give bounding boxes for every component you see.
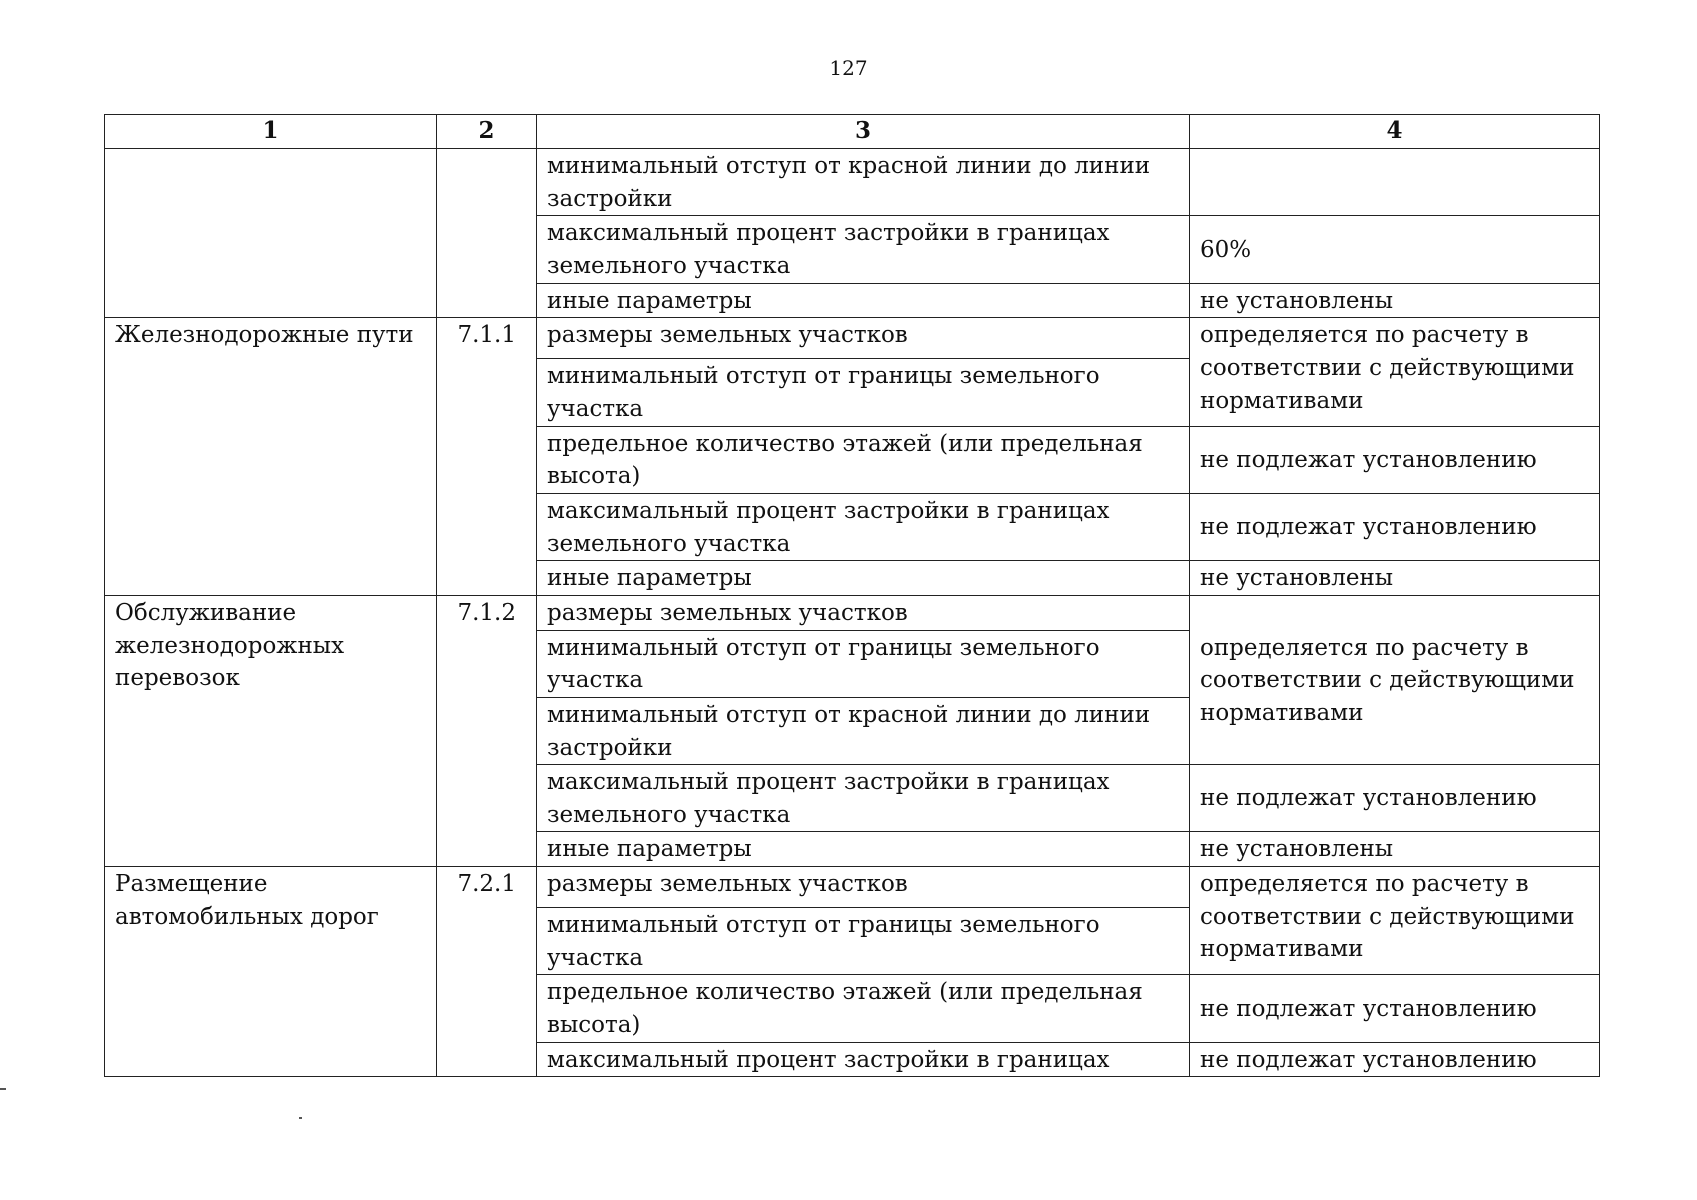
parameter-cell: предельное количество этажей (или предельная высота) — [537, 975, 1190, 1042]
parameter-cell: иные параметры — [537, 561, 1190, 596]
page-number: 127 — [829, 56, 868, 80]
value-cell: не установлены — [1190, 283, 1600, 318]
parameter-cell: минимальный отступ от границы земельного участка — [537, 908, 1190, 975]
value-cell: определяется по расчету в соответствии с действующими нормативами — [1190, 595, 1600, 764]
table-header-row — [105, 115, 1600, 149]
regulations-table — [104, 114, 1600, 1077]
parameter-cell: размеры земельных участков — [537, 318, 1190, 359]
land-use-type-cell: Размещение автомобильных дорог — [105, 867, 437, 1077]
value-cell — [1190, 149, 1600, 216]
parameter-cell: размеры земельных участков — [537, 595, 1190, 630]
table-row — [105, 595, 1600, 630]
table-row — [105, 149, 1600, 216]
value-cell: не подлежат установлению — [1190, 426, 1600, 493]
value-cell: определяется по расчету в соответствии с действующими нормативами — [1190, 867, 1600, 975]
land-use-code-cell — [437, 149, 537, 318]
value-cell: не установлены — [1190, 561, 1600, 596]
land-use-code-cell: 7.1.2 — [437, 595, 537, 866]
parameter-cell: иные параметры — [537, 283, 1190, 318]
value-cell: не подлежат установлению — [1190, 975, 1600, 1042]
value-cell: 60% — [1190, 216, 1600, 283]
land-use-code-cell: 7.2.1 — [437, 867, 537, 1077]
parameter-cell: максимальный процент застройки в границах земельного участка — [537, 765, 1190, 832]
scan-speck — [299, 1117, 302, 1119]
land-use-type-cell: Железнодорожные пути — [105, 318, 437, 596]
table-row — [105, 867, 1600, 908]
scan-speck — [0, 1088, 6, 1090]
parameter-cell: максимальный процент застройки в границах земельного участка — [537, 493, 1190, 560]
parameter-cell: максимальный процент застройки в границах — [537, 1042, 1190, 1077]
value-cell: не подлежат установлению — [1190, 765, 1600, 832]
table-row — [105, 318, 1600, 359]
value-cell: определяется по расчету в соответствии с действующими нормативами — [1190, 318, 1600, 426]
parameter-cell: минимальный отступ от границы земельного участка — [537, 630, 1190, 697]
land-use-type-cell — [105, 149, 437, 318]
parameter-cell: предельное количество этажей (или предельная высота) — [537, 426, 1190, 493]
parameter-cell: минимальный отступ от красной линии до линии застройки — [537, 697, 1190, 764]
value-cell: не подлежат установлению — [1190, 1042, 1600, 1077]
value-cell: не установлены — [1190, 832, 1600, 867]
parameter-cell: размеры земельных участков — [537, 867, 1190, 908]
value-cell: не подлежат установлению — [1190, 493, 1600, 560]
parameter-cell: минимальный отступ от границы земельного участка — [537, 359, 1190, 426]
parameter-cell: иные параметры — [537, 832, 1190, 867]
parameter-cell: минимальный отступ от красной линии до линии застройки — [537, 149, 1190, 216]
parameter-cell: максимальный процент застройки в границах земельного участка — [537, 216, 1190, 283]
column-header-4: 4 — [1190, 115, 1600, 149]
column-header-3: 3 — [537, 115, 1190, 149]
column-header-2: 2 — [437, 115, 537, 149]
land-use-type-cell: Обслуживание железнодорожных перевозок — [105, 595, 437, 866]
land-use-code-cell: 7.1.1 — [437, 318, 537, 596]
column-header-1: 1 — [105, 115, 437, 149]
